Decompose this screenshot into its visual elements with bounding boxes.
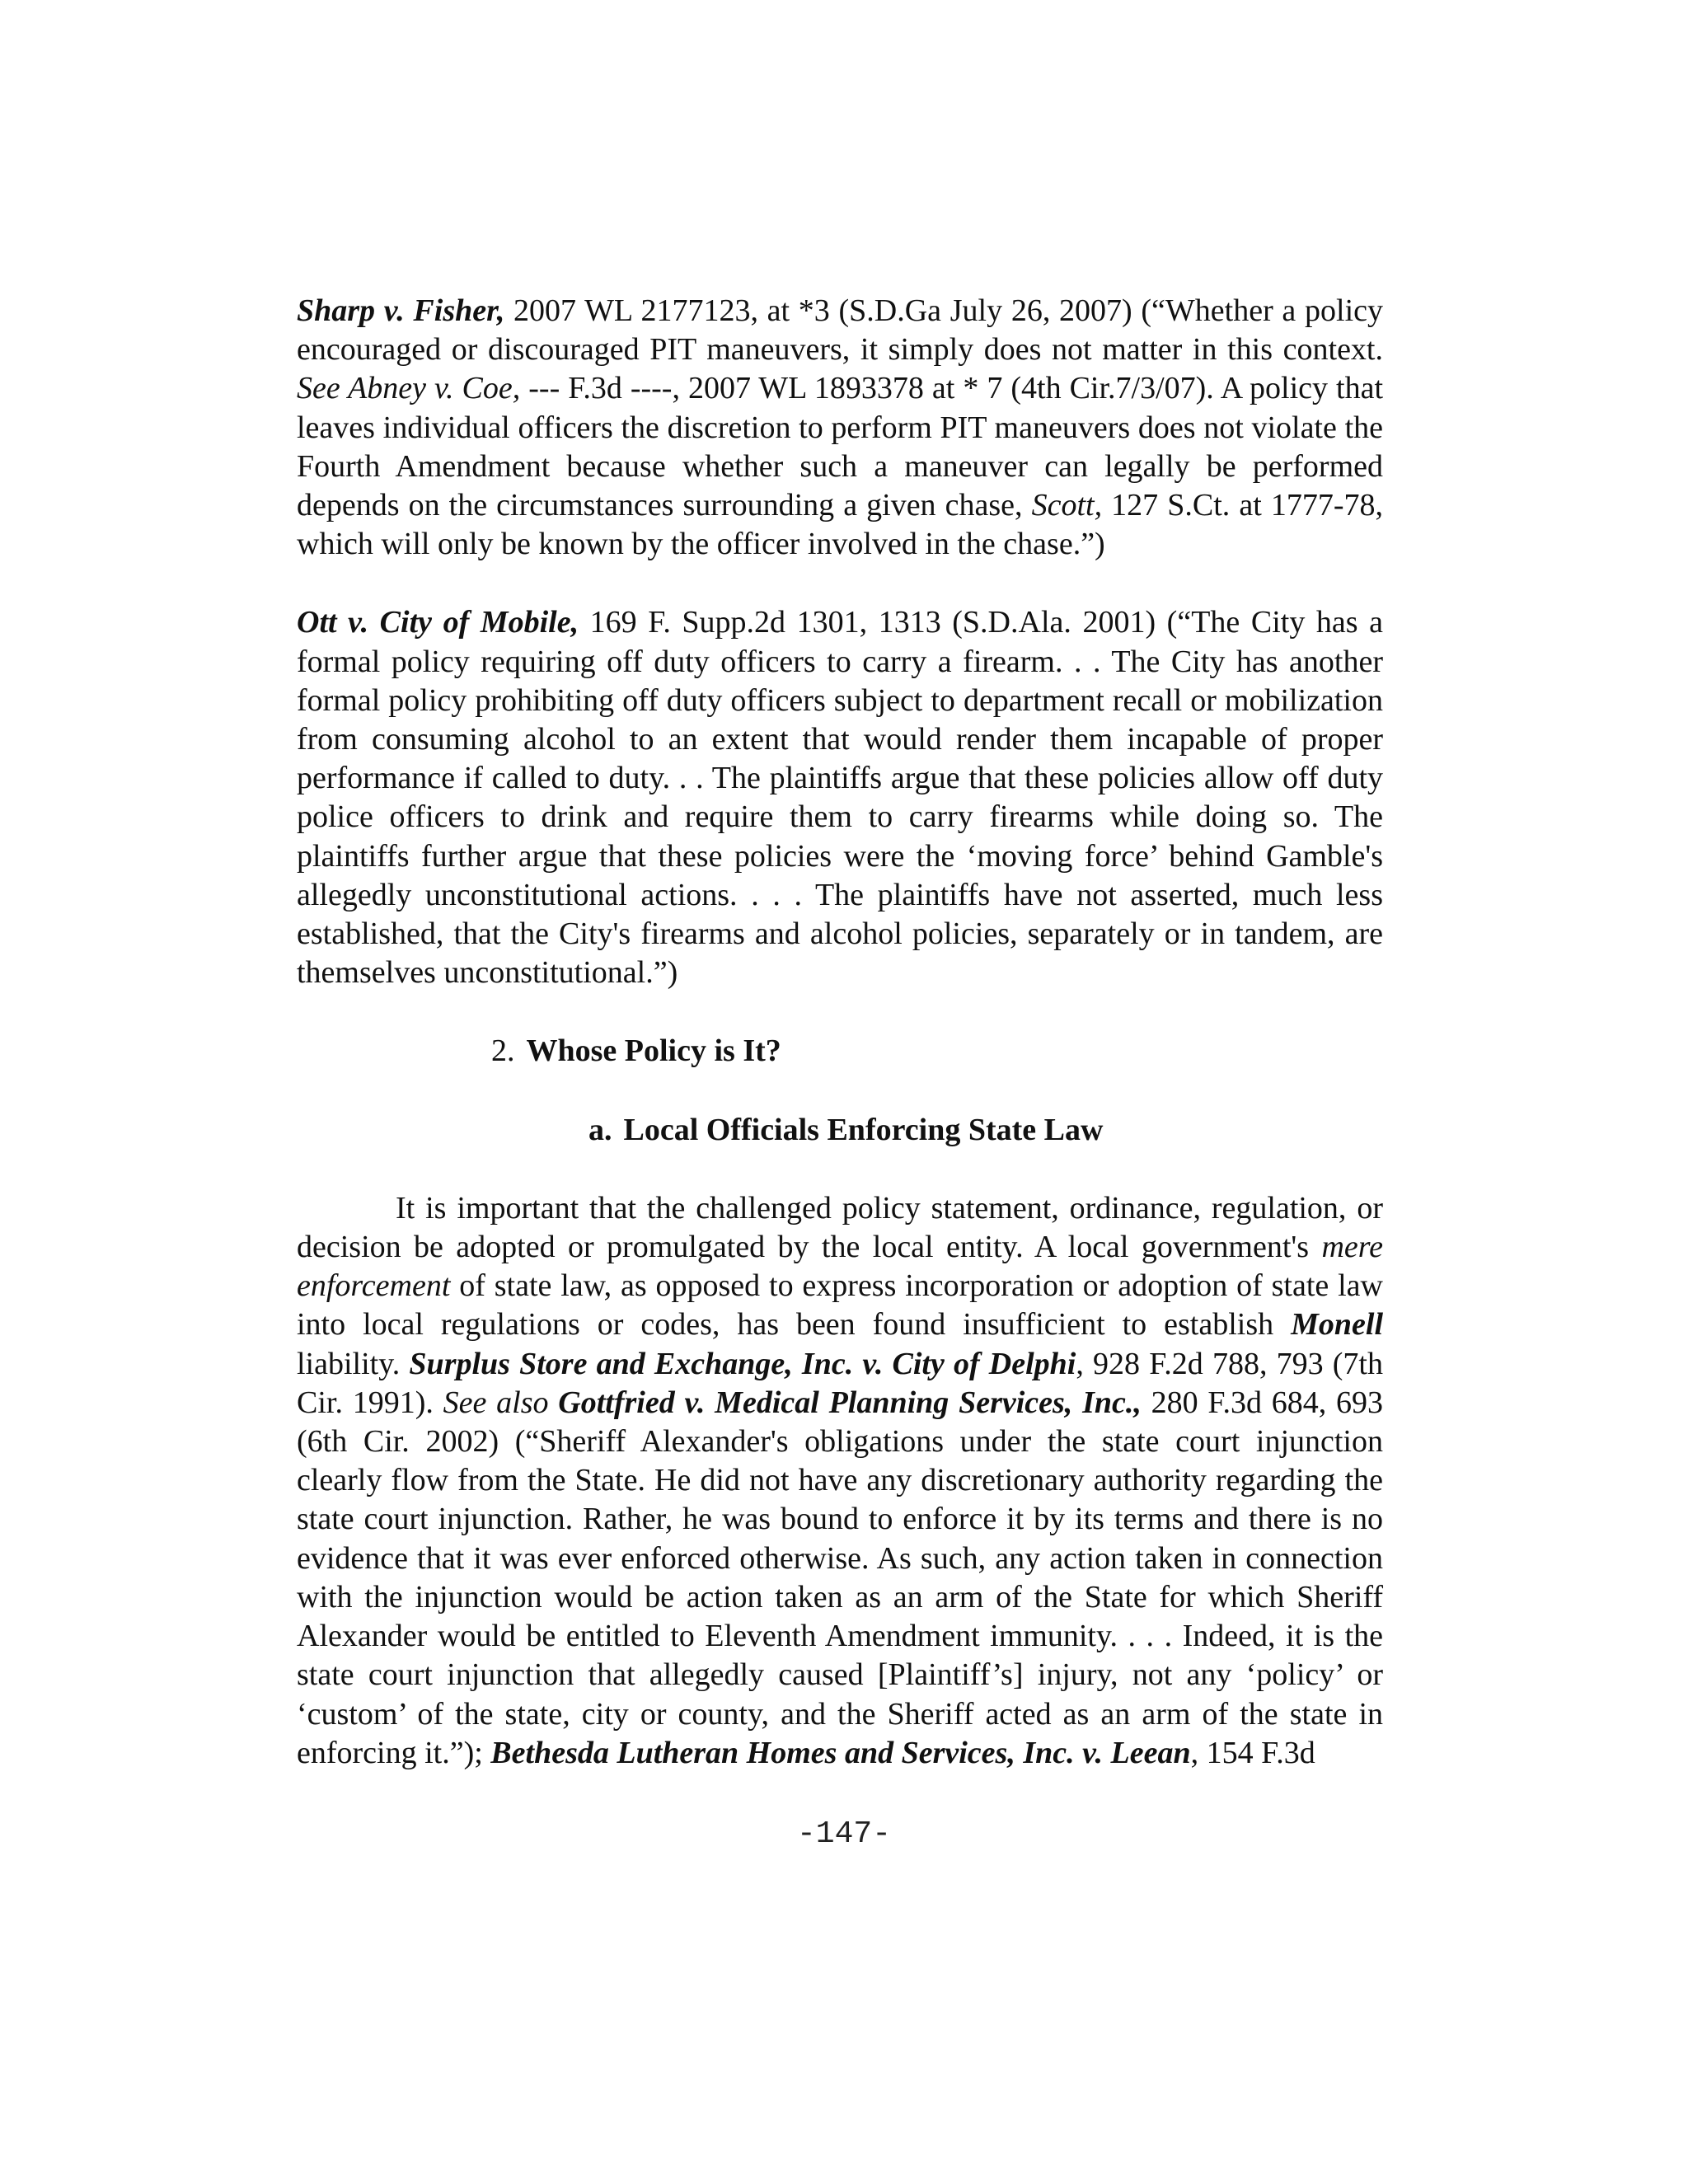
- paragraph-spacer: [297, 1150, 1383, 1189]
- subsection-heading-local-officials: [297, 1111, 1383, 1150]
- document-body: [297, 292, 1383, 1773]
- page-number: -147-: [796, 1816, 892, 1852]
- paragraph-text: [549, 1385, 559, 1420]
- case-name: Gottfried v. Medical Planning Services, Inc.,: [558, 1385, 1142, 1420]
- paragraph-spacer: [297, 1071, 1383, 1111]
- case-paragraph-sharp: [297, 292, 1383, 564]
- heading-text: Whose Policy is It?: [526, 1033, 781, 1069]
- case-name: Sharp v. Fisher,: [297, 293, 505, 328]
- citation-signal: See also: [443, 1385, 549, 1420]
- paragraph-text: of state law, as opposed to express incorporation or adoption of state law into local regulations or codes, has been found insufficient to establish: [297, 1268, 1383, 1343]
- citation-italic: See Abney v. Coe,: [297, 371, 521, 406]
- paragraph-text: 127 S.Ct. at 1777-78, which will only be known by the officer involved in the chase.”): [297, 488, 1383, 562]
- paragraph-text: , 928 F.2d 788, 793 (7th Cir. 1991).: [297, 1346, 1383, 1420]
- heading-text: Local Officials Enforcing State Law: [623, 1112, 1104, 1147]
- case-name: Monell: [1291, 1307, 1383, 1343]
- heading-number: 2.: [491, 1033, 515, 1069]
- paragraph-spacer: [297, 564, 1383, 603]
- paragraph-text: It is important that the challenged policy statement, ordinance, regulation, or decision be adopted or promulgated by the local entity. A local government's: [297, 1190, 1383, 1265]
- case-name: Ott v. City of Mobile,: [297, 605, 579, 640]
- paragraph-text: liability.: [297, 1346, 410, 1381]
- paragraph-text: 169 F. Supp.2d 1301, 1313 (S.D.Ala. 2001) (“The City has a formal policy requiring off duty officers to carry a firearm. . . The City has another formal policy prohibiting off duty officers subject to department recall or mobilization from consuming alcohol to an extent that would render them incapable of proper performance if called to duty. . . The plaintiffs argue that these policies allow off duty police officers to drink and require them to carry firearms while doing so. The plaintiffs further argue that these policies were the ‘moving force’ behind Gamble's allegedly unconstitutional actions. . . . The plaintiffs have not asserted, much less established, that the City's firearms and alcohol policies, separately or in tandem, are themselves unconstitutional.”): [297, 605, 1383, 991]
- case-paragraph-ott: [297, 603, 1383, 992]
- case-name: Bethesda Lutheran Homes and Services, Inc. v. Leean: [490, 1735, 1191, 1770]
- citation-italic: Scott,: [1031, 488, 1103, 523]
- emphasis-text: mere enforcement: [297, 1230, 1383, 1304]
- body-paragraph-enforcement: [297, 1189, 1383, 1773]
- heading-number: a.: [588, 1112, 612, 1147]
- case-name: Surplus Store and Exchange, Inc. v. City of Delphi: [409, 1346, 1076, 1381]
- paragraph-text: 280 F.3d 684, 693 (6th Cir. 2002) (“Sheriff Alexander's obligations under the state court injunction clearly flow from the State. He did not have any discretionary authority regarding the state court injunction. Rather, he was bound to enforce it by its terms and there is no evidence that it was ever enforced otherwise. As such, any action taken in connection with the injunction would be action taken as an arm of the State for which Sheriff Alexander would be entitled to Eleventh Amendment immunity. . . . Indeed, it is the state court injunction that allegedly caused [Plaintiff’s] injury, not any ‘policy’ or ‘custom’ of the state, city or county, and the Sheriff acted as an arm of the state in enforcing it.”);: [297, 1385, 1384, 1770]
- paragraph-spacer: [297, 992, 1383, 1032]
- section-heading-whose-policy: [297, 1032, 1383, 1071]
- paragraph-text: 2007 WL 2177123, at *3 (S.D.Ga July 26, 2007) (“Whether a policy encouraged or discouraged PIT maneuvers, it simply does not matter in this context.: [297, 293, 1383, 368]
- paragraph-text: --- F.3d ----, 2007 WL 1893378 at * 7 (4th Cir.7/3/07). A policy that leaves individual officers the discretion to perform PIT maneuvers does not violate the Fourth Amendment because whether such a maneuver can legally be performed depends on the circumstances surrounding a given chase,: [297, 371, 1384, 523]
- paragraph-text: , 154 F.3d: [1190, 1735, 1315, 1770]
